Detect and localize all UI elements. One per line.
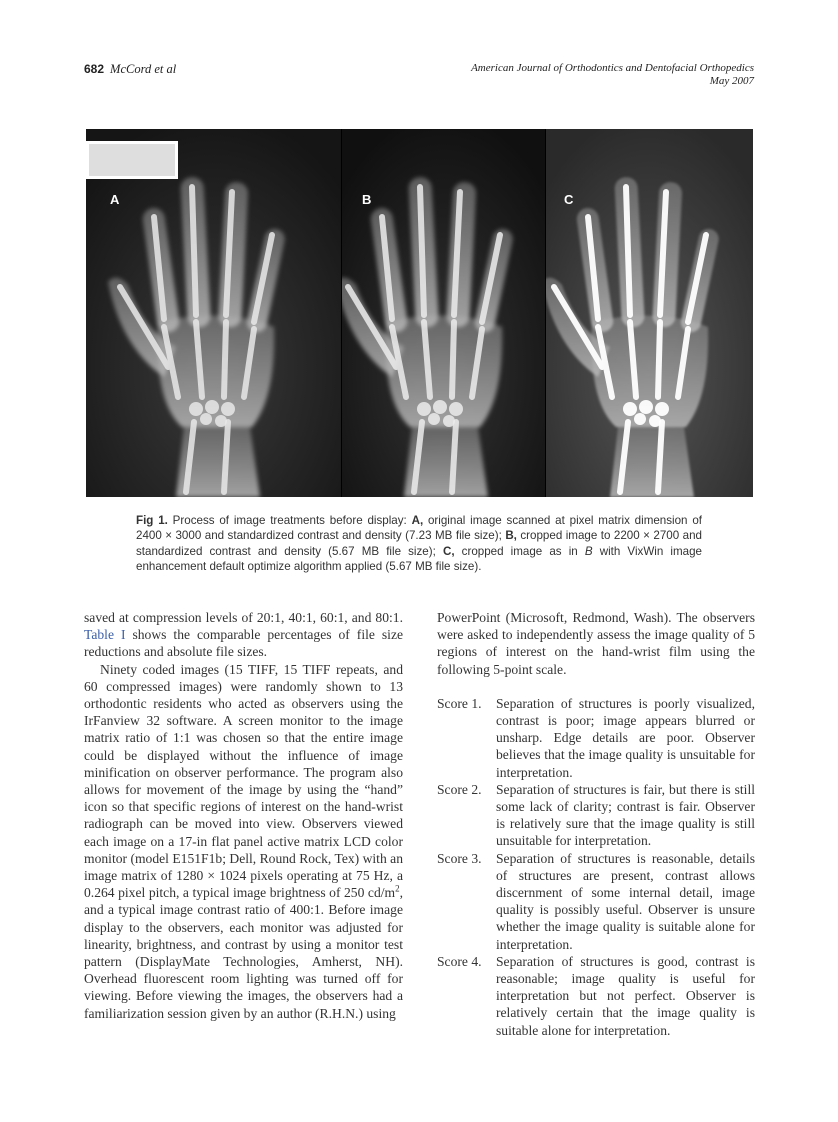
radiograph-panel-b — [342, 129, 545, 497]
figure-label: Fig 1. — [136, 514, 168, 527]
hand-radiograph-a-image — [86, 129, 341, 497]
hand-radiograph-b-image — [342, 129, 545, 497]
right-column — [437, 609, 755, 1039]
paragraph-text: , and a typical image contrast ratio of 400:1. Before image display to the observers, each monitor was adjusted for linearity, brightness, and contrast by using a monitor test pattern (DisplayMate Technologies, Amherst, NH). Overhead fluorescent room lighting was turned off for viewing. Before viewing the images, the observers had a familiarization session given by an author (R.H.N.) using — [84, 885, 403, 1021]
score-label: Score 3. — [437, 850, 482, 866]
score-label: Score 4. — [437, 953, 482, 969]
hand-radiograph-c-image — [546, 129, 753, 497]
score-description: Separation of structures is reasonable, details of structures are present, contrast allows discernment of some internal detail, image quality is possibly useful. Observer is unsure whether the image quality is suitable alone for interpretation. — [496, 850, 755, 952]
score-label: Score 1. — [437, 695, 482, 711]
film-label-tag — [86, 141, 178, 179]
panel-label-c: C — [564, 192, 574, 207]
radiograph-panel-c — [546, 129, 753, 497]
header-right — [471, 62, 754, 88]
paragraph — [84, 609, 403, 661]
panel-label-a: A — [110, 192, 120, 207]
superscript: 2 — [395, 883, 400, 894]
paragraph-text: saved at compression levels of 20:1, 40:1, 60:1, and 80:1. — [84, 610, 403, 625]
paragraph — [84, 661, 403, 1022]
caption-text: original image scanned at pixel matrix dimension of 2400 × 3000 and standardized contrast and density (7.23 MB file size); — [136, 514, 702, 543]
score-label: Score 2. — [437, 781, 482, 797]
score-item — [437, 953, 755, 1039]
caption-ref-c: C, — [442, 544, 455, 558]
score-description: Separation of structures is good, contrast is reasonable; image quality is useful for interpretation but not perfect. Observer is relatively certain that the image quality is suitable alone for interpretation. — [496, 953, 755, 1038]
score-description: Separation of structures is fair, but there is still some lack of clarity; contrast is fair. Observer is relatively sure that the image quality is still unsuitable for interpretation. — [496, 781, 755, 849]
caption-text: Process of image treatments before display: — [167, 514, 412, 527]
score-item — [437, 850, 755, 953]
caption-text: with VixWin image enhancement default optimize algorithm applied (5.67 MB file size). — [136, 544, 702, 573]
figure-radiographs — [86, 129, 753, 497]
figure-caption — [136, 513, 702, 574]
panel-label-b: B — [362, 192, 372, 207]
score-description: Separation of structures is poorly visualized, contrast is poor; image appears blurred or unsharp. Edge details are poor. Observer believes that the image quality is unsuitable for interpretation. — [496, 695, 755, 780]
paragraph-text: Ninety coded images (15 TIFF, 15 TIFF repeats, and 60 compressed images) were randomly shown to 13 orthodontic residents who acted as observers using the IrFanview 32 software. A screen monitor to the image matrix ratio of 1:1 was chosen so that the entire image could be displayed without the influence of image minification on observer performance. The program also allows for movement of the image by using the “hand” icon so that specific regions of interest on the hand-wrist radiograph can be moved into view. Observers viewed each image on a 17-in flat panel active matrix LCD color monitor (model E151F1b; Dell, Round Rock, Tex) with an image matrix of 1280 × 1024 pixels operating at 75 Hz, a 0.264 pixel pitch, a typical image brightness of 250 cd/m — [84, 661, 403, 901]
caption-ref-b-italic: B — [584, 544, 593, 558]
radiograph-panel-a — [86, 129, 341, 497]
left-column — [84, 609, 403, 1022]
caption-text: cropped image as in — [454, 544, 585, 558]
paragraph: PowerPoint (Microsoft, Redmond, Wash). The observers were asked to independently assess the image quality of 5 regions of interest on the hand-wrist film using the following 5-point scale. — [437, 610, 755, 677]
header-left — [84, 62, 176, 77]
paragraph-text: shows the comparable percentages of file size reductions and absolute file sizes. — [84, 627, 404, 660]
caption-ref-b: B, — [505, 529, 517, 543]
journal-title: American Journal of Orthodontics and Dentofacial Orthopedics — [471, 62, 754, 74]
caption-text: cropped image to 2200 × 2700 and standardized contrast and density (5.67 MB file size); — [136, 529, 702, 558]
issue-date: May 2007 — [709, 75, 754, 87]
running-authors: McCord et al — [110, 62, 177, 76]
table-i-link[interactable]: Table I — [84, 627, 126, 643]
score-item — [437, 695, 755, 781]
score-list — [437, 695, 755, 1039]
caption-ref-a: A, — [411, 514, 424, 527]
score-item — [437, 781, 755, 850]
page-number: 682 — [84, 62, 105, 76]
